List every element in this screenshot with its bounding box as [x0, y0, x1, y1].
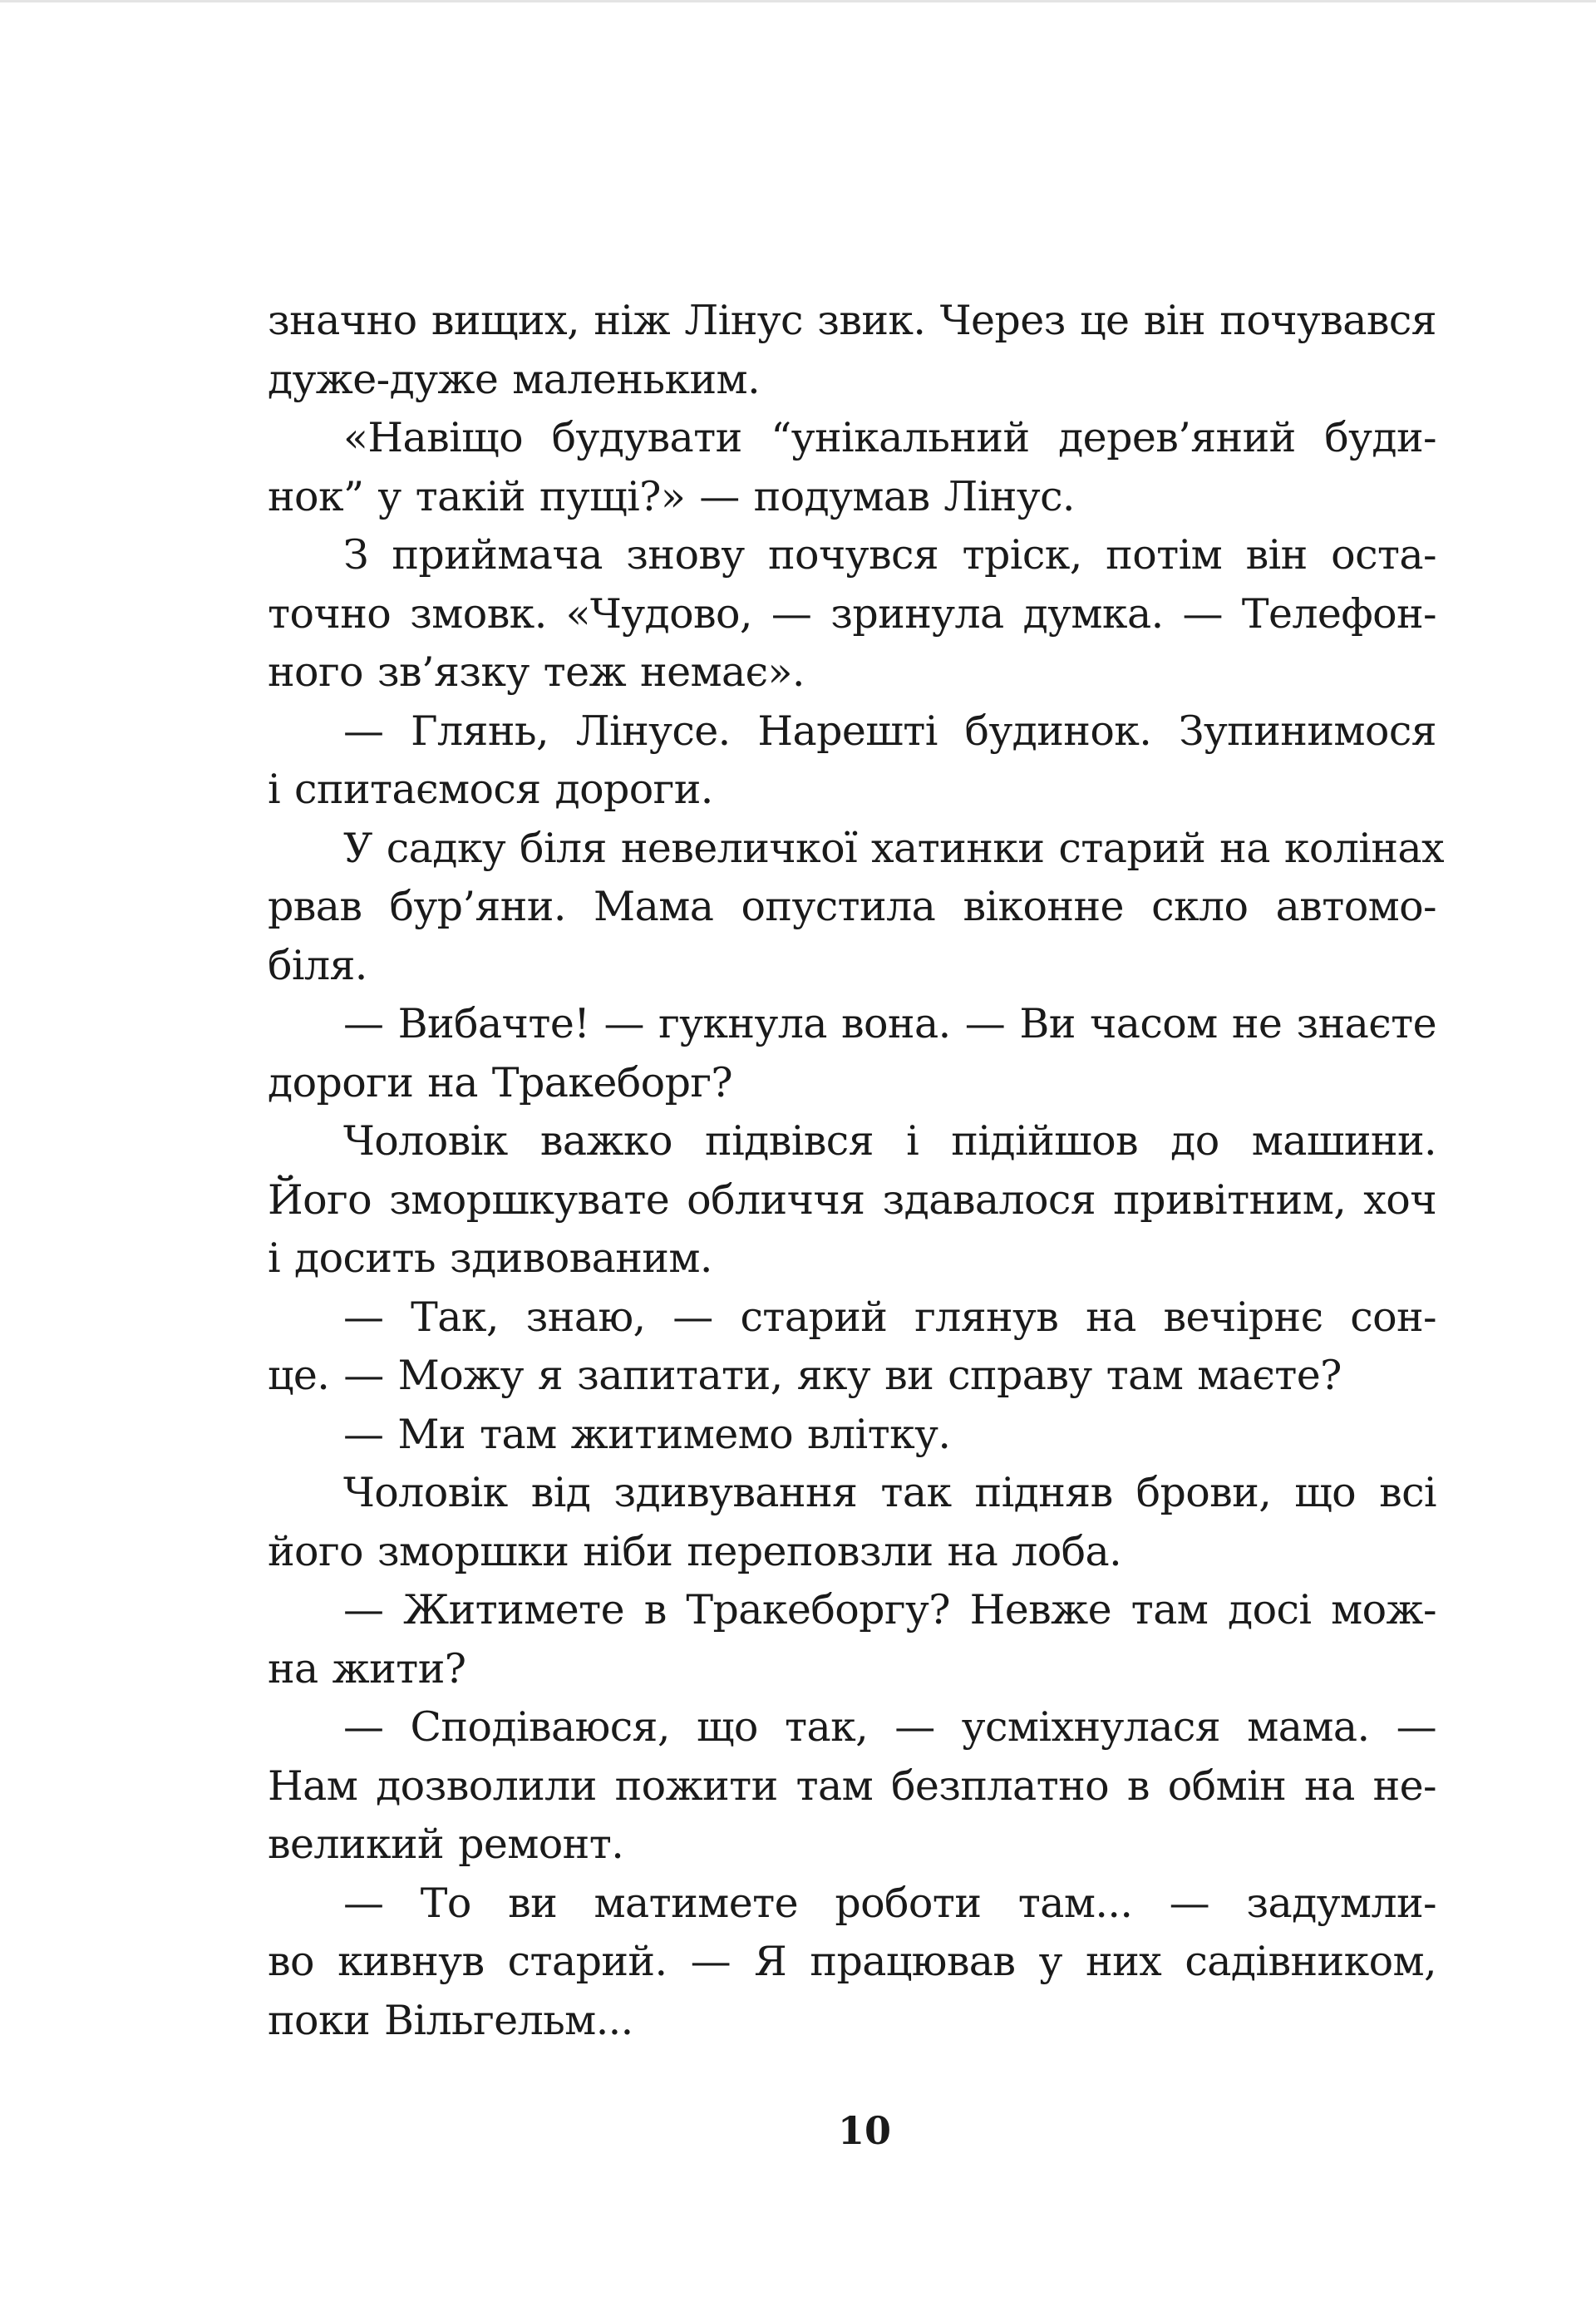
page-number: 10 — [837, 2108, 891, 2153]
text-line: це. — Можу я запитати, яку ви справу там маєте? — [268, 1352, 1342, 1399]
text-line: Нам дозволили пожити там безплатно в обмін на не- — [268, 1762, 1436, 1810]
text-line: Його зморшкувате обличчя здавалося привітним, хоч — [268, 1175, 1436, 1224]
text-line: нок” у такій пущі?» — подумав Лінус. — [268, 472, 1075, 520]
body-text — [268, 292, 1445, 2050]
text-line: — Житимете в Тракеборгу? Невже там досі мож- — [343, 1586, 1436, 1633]
text-line: — Ми там житимемо влітку. — [343, 1410, 951, 1458]
text-line: «Навіщо будувати “унікальний дерев’яний буди- — [343, 414, 1436, 461]
text-line: — Глянь, Лінусе. Нарешті будинок. Зупинимося — [343, 707, 1436, 755]
text-line: Чоловік важко підвівся і підійшов до машини. — [343, 1117, 1436, 1165]
text-line: ного зв’язку теж немає». — [268, 648, 805, 696]
text-line: на жити? — [268, 1644, 466, 1693]
text-line: во кивнув старий. — Я працював у них садівником, — [268, 1938, 1436, 1985]
text-line: точно змовк. «Чудово, — зринула думка. — Телефон- — [268, 589, 1436, 638]
text-line: великий ремонт. — [268, 1821, 624, 1868]
text-line: і спитаємося дороги. — [268, 766, 713, 813]
text-line: — То ви матимете роботи там... — задумли- — [343, 1879, 1436, 1927]
text-line: і досить здивованим. — [268, 1234, 712, 1282]
text-line: — Так, знаю, — старий глянув на вечірнє сон- — [343, 1293, 1436, 1341]
text-line: дуже-дуже маленьким. — [268, 355, 761, 403]
text-line: Чоловік від здивування так підняв брови, що всі — [343, 1469, 1436, 1516]
text-line: дороги на Тракеборг? — [268, 1058, 733, 1106]
text-line: З приймача знову почувся тріск, потім він оста- — [343, 531, 1436, 579]
page-top-edge — [0, 0, 1596, 2]
text-line: значно вищих, ніж Лінус звик. Через це він почувався — [268, 297, 1436, 344]
text-line: — Вибачте! — гукнула вона. — Ви часом не знаєте — [343, 1000, 1436, 1047]
text-line: його зморшки ніби переповзли на лоба. — [268, 1527, 1122, 1575]
text-line: У садку біля невеличкої хатинки старий на колінах — [343, 824, 1445, 872]
text-line: біля. — [268, 941, 367, 989]
text-line: поки Вільгельм... — [268, 1996, 633, 2044]
text-line: рвав бур’яни. Мама опустила віконне скло автомо- — [268, 883, 1436, 930]
text-line: — Сподіваюся, що так, — усміхнулася мама. — — [343, 1703, 1436, 1751]
